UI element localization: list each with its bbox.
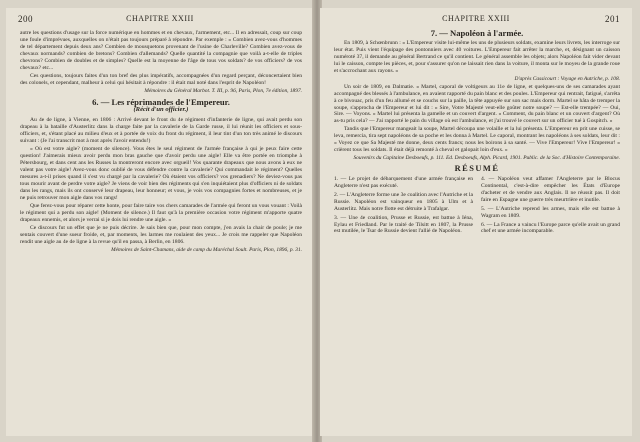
left-page-body — [20, 30, 302, 255]
left-page-header — [18, 14, 302, 24]
source-citation: Mémoires du Général Marbot. T. III, p. 96, Paris, Plon, 7e édition, 1897. — [144, 87, 302, 94]
page-number: 200 — [18, 14, 33, 24]
section-title: 7. — Napoléon à l'armée. — [430, 28, 524, 38]
resume-item: 6. — La France a vaincu l'Europe parce qu'elle avait un grand chef et une armée incomparable. — [481, 221, 620, 235]
source-citation: D'après Cassicourt : Voyage en Autriche, p. 108. — [514, 75, 620, 82]
resume-columns — [334, 176, 620, 237]
resume-column-left — [334, 176, 473, 237]
paragraph: Un soir de 1809, en Dalmatie. « Martel, caporal de voltigeurs au 11e de ligne, et quelques-uns de ses camarades ayant accompagné des blessés à l'ambulance, en avaient rapporté du pain blanc et des poules. L'Empereur qui rentrait, fatigué, s'arrêta à ce bivouac, pris d'un feu allumé et se couchs sur la paille, la tête appuyée sur son sac mais dorm. Martel se hâta de tremper la soupe, s'approcha de l'Empereur et lui dit : « Sire, Votre Majesté veut-elle goûter notre soupe? — Est-elle trempée? — Oui, Sire. — Voyons. » Martel lui présenta la gamelle et un couvert d'argent. « Comment, du pain blanc et un couvert d'argent? Où as-tu pris cela? — J'ai rapporté le pain du village où est l'ambulance, et j'ai trouvé le couvert sur un officier tué à Gospitch. » — [334, 83, 621, 125]
paragraph: Ces questions, toujours faites d'un ton bref des plus impératifs, accompagnées d'un regard perçant, déconcertaient bien des colonels, et cependant, malheur à celui qui hésitait à répondre : il était mal noté dans l'esprit de Napoléon! — [20, 72, 302, 86]
resume-item: 2. — L'Angleterre forme une 3e coalition avec l'Autriche et la Russie. Napoléon est vainqueur en 1805 à Ulm et à Austerlitz. Mais notre flotte est détruite à Trafalgar. — [334, 191, 473, 212]
paragraph: Que ferez-vous pour réparer cette honte, pour faire taire vos chers camarades de l'armée qui feront un vous vouant : Voilà le régiment qui a perdu son aigle! (Moment de silence.) Il faut qu'à la première occasion votre régiment m'apporte quatre drapeaux ennemis, et alors je verrai si je dois lui rendre une aigle. » — [20, 202, 302, 223]
right-page-header — [332, 14, 620, 24]
running-head: CHAPITRE XXIII — [442, 14, 510, 23]
right-page-body — [334, 30, 620, 237]
resume-column-right — [481, 176, 620, 237]
section-subtitle: (Récit d'un officier.) — [133, 105, 189, 113]
left-page — [6, 8, 315, 436]
section-title: 6. — Les réprimandes de l'Empereur. — [92, 96, 230, 107]
resume-item: 4. — Napoléon veut affamer l'Angleterre par le Blocus Continental, c'est-à-dire empêcher les États d'Europe d'acheter et de vendre aux Anglais. Il ne réussit pas. Il doit faire en Espagne une guerre très meurtrière et inutile. — [481, 176, 620, 203]
page-number: 201 — [605, 14, 620, 24]
paragraph: En 1809, à Schœnbrunn : « L'Empereur visite lui-même les uns de plusieurs soldats, examine leurs livrets, les interroge sur leur état. Puis vient l'équipage des pontonniers avec 40 voitures. L'Empereur fait arrêter la marche, et, désignant un caisson numéroté 37, il demande au général Bertrand ce qu'il contient. Le général assemble les objets; alors Napoléon fait vider devant lui le caisson, compte les pièces, et, pour s'assurer qu'on ne laissait rien dans la voiture, il monta sur le moyeu de la grande roue et s'accrochant aux rayons. » — [334, 39, 620, 74]
resume-item: 3. — Une 4e coalition, Prusse et Russie, est battue à Iéna, Eylau et Friedland. Par le traité de Tilsitt en 1807, la Prusse est mutilée, le Tsar de Russie devient l'allié de Napoléon. — [334, 214, 473, 235]
paragraph: « Où est votre aigle? (moment de silence). Vous êtes le seul régiment de l'armée française à qui je peux faire cette question! J'aimerais mieux avoir perdu mon bras gauche que d'avoir perdu une aigle! Elle va être portée en triomphe à Pétersbourg, et dans cent ans les Russes la montreront encore avec orgueil! Vos quarante drapeaux que nous avons à eux ne valent pas votre aigle! Avez-vous donc oublié de vous défendre contre la cavalerie? Qui commandait le régiment? Quelles mesures a-t-il prises quand il s'est vu chargé par la cavalerie? Où étaient vos officiers? vos grenadiers? Ne deviez-vous pas tous mourir avant de perdre votre aigle? Je viens de voir bien des régiments qui s'en inquiétaient plus d'officiers ni de soldats dans les rangs, mais ils ont conservé leur drapeau, leur honneur; et vous, je vois vos compagnies fortes et nombreuses, et je ne puis retrouver mon aigle dans vos rangs! — [20, 146, 302, 201]
source-citation: Souvenirs du Capitaine Desboeufs, p. 111. Ed. Desboeufs, Alph. Picard, 1901. Public. de la Soc. d'Histoire Contemporaine. — [353, 155, 620, 162]
resume-item: 1. — Le projet de débarquement d'une armée française en Angleterre n'est pas exécuté. — [334, 176, 473, 190]
running-head: CHAPITRE XXIII — [126, 14, 194, 23]
paragraph: Au 4e de ligne, à Vienne, en 1806 : Arrivé devant le front du 4e régiment d'infanterie de ligne, qui avait perdu son drapeau à la bataille d'Austerlitz dans la charge faite par la cavalerie de la Garde russe, il lui réunit les officiers et sous-officiers, et, s'étant placé au milieu d'eux et à portée de voix du front du régiment, il leur tint d'un ton très animé le discours suivant : (Je l'ai transcrit mot à mot après l'avoir entendu!) — [20, 117, 302, 145]
resume-title: RÉSUMÉ — [454, 164, 500, 174]
resume-item: 5. — L'Autriche reprend les armes, mais elle est battue à Wagram en 1809. — [481, 205, 620, 219]
paragraph: autre les questions d'usage sur la force numérique en hommes et en chevaux, l'armement, etc... Il en adressait, coup sur coup une foule d'imprévues, auxquelles on n'était pas toujours préparé à répondre. Par exemple : « Combien avez-vous d'hommes de tel département depuis deux ans? Combien de mousquetons provenant de l'usine de Charleville? Combien avez-vous de chevaux normands? combien de bretons? Combien d'allemands? Quelle quantité la compagnie que voilà a-t-elle de triples chevrons? Combien de doubles et de simples? Quelle est la moyenne de l'âge de tous vos soldats? de vos officiers? de vos chevaux? etc... — [20, 30, 302, 71]
source-citation: Mémoires de Saint-Chamans, aide de camp du Maréchal Soult. Paris, Plon, 1896, p. 31. — [111, 246, 302, 253]
paragraph: Tandis que l'Empereur mangeait la soupe, Martel découpa une volaille et la lui présenta. L'Empereur en prit une cuisse, se leva, remercia, tira sept napoléons de sa poche et les donna à Martel. Le caporal, montrant les napoléons à ses soldats, leur dit : « Voyez ce que Sa Majesté me donne, deux cents francs; nous les boirons à sa santé. — Vive l'Empereur! Vive l'Empereur! » crièrent tous les soldats. Il était déjà remonté à cheval et galopait loin d'eux. » — [334, 126, 620, 154]
paragraph: Ce discours fut un effet que je ne puis décrire. Je sais bien que, pour mon compte, j'en avais la chair de poule; je me sentais couvert d'une sueur froide, et, par moments, les larmes me roulaient des yeux... Je crois me rappeler que Napoléon rendit une aigle au 4e de ligne à la revue qu'il en passa, à Berlin, en 1806. — [20, 224, 302, 245]
right-page — [320, 8, 632, 436]
